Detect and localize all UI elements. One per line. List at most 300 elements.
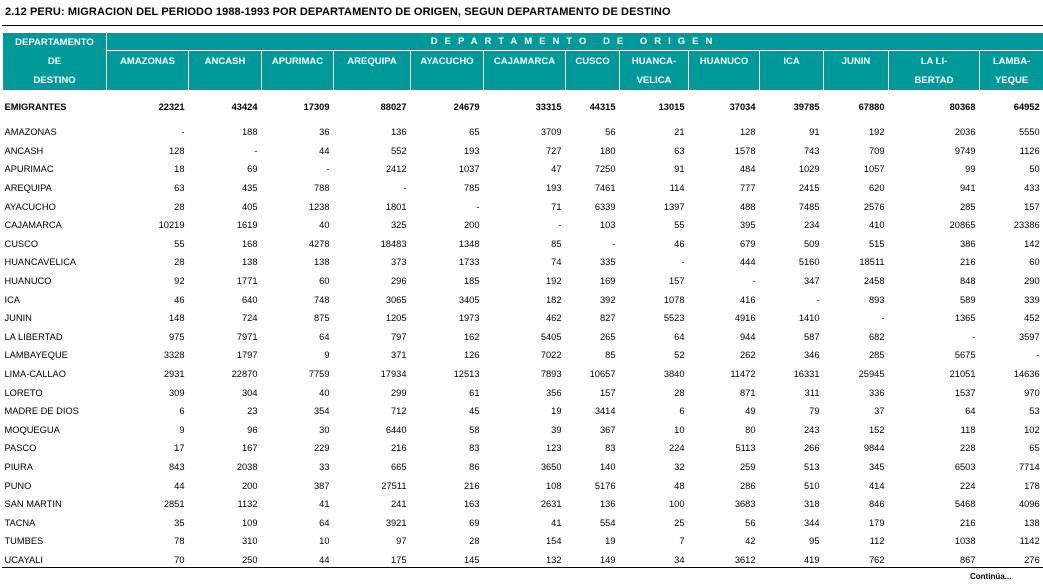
- table-cell: 234: [803, 220, 820, 231]
- table-cell: 265: [599, 331, 616, 342]
- row-label: AREQUIPA: [4, 183, 52, 194]
- column-header-line: VELICA: [636, 75, 672, 86]
- row-label: PUNO: [4, 480, 32, 491]
- row-label: MADRE DE DIOS: [4, 406, 79, 417]
- table-cell: 145: [463, 554, 480, 565]
- table-cell: 4916: [734, 313, 756, 324]
- table-cell: 25: [674, 517, 685, 528]
- table-cell: -: [816, 294, 820, 305]
- table-cell: 2415: [798, 183, 820, 194]
- table-cell: 56: [745, 517, 756, 528]
- table-cell: 188: [241, 127, 258, 138]
- table-cell: 743: [803, 145, 820, 156]
- table-cell: 1142: [1019, 536, 1040, 547]
- table-cell: 9: [179, 424, 185, 435]
- table-cell: -: [326, 164, 330, 175]
- table-cell: 17: [174, 443, 185, 454]
- table-cell: 18511: [859, 257, 885, 268]
- table-cell: 64: [674, 331, 685, 342]
- table-cell: 85: [551, 238, 562, 249]
- table-cell: 123: [545, 443, 562, 454]
- table-cell: 346: [803, 350, 820, 361]
- table-cell: 1410: [798, 313, 820, 324]
- table-cell: 229: [313, 443, 330, 454]
- table-cell: 216: [390, 443, 407, 454]
- table-row: [3, 216, 1043, 235]
- table-cell: 28: [174, 257, 185, 268]
- table-cell: 193: [463, 145, 480, 156]
- table-cell: 373: [390, 257, 407, 268]
- table-cell: 52: [674, 350, 685, 361]
- table-row: [3, 272, 1043, 291]
- table-cell: 354: [313, 406, 330, 417]
- table-cell: 168: [241, 238, 258, 249]
- table-cell: 452: [1024, 313, 1040, 324]
- table-cell: 99: [965, 164, 976, 175]
- table-cell: 325: [390, 220, 407, 231]
- table-cell: 157: [599, 387, 616, 398]
- table-cell: 228: [959, 443, 976, 454]
- table-cell: 1132: [237, 499, 258, 510]
- table-cell: 63: [174, 183, 185, 194]
- table-cell: 46: [674, 238, 685, 249]
- table-cell: 114: [669, 183, 685, 194]
- table-cell: 16331: [793, 369, 820, 380]
- column-header-line: HUANUCO: [699, 56, 749, 67]
- table-cell: 19: [605, 536, 616, 547]
- table-cell: 339: [1024, 294, 1040, 305]
- table-cell: 83: [469, 443, 480, 454]
- table-cell: 435: [241, 183, 258, 194]
- table-cell: 10: [674, 424, 685, 435]
- table-cell: 14636: [1013, 369, 1040, 380]
- table-cell: 69: [469, 517, 480, 528]
- column-header: [980, 51, 1043, 91]
- table-cell: 848: [959, 276, 976, 287]
- table-cell: 285: [868, 350, 885, 361]
- column-header: [889, 51, 980, 91]
- table-header: [3, 33, 1043, 91]
- table-cell: 216: [463, 480, 480, 491]
- table-cell: 224: [668, 443, 685, 454]
- column-header: [620, 51, 689, 91]
- table-cell: 405: [241, 201, 258, 212]
- row-label: MOQUEGUA: [4, 424, 60, 435]
- table-cell: 102: [1024, 424, 1040, 435]
- table-cell: 136: [390, 127, 407, 138]
- table-cell: 2631: [540, 499, 562, 510]
- table-row: [3, 179, 1043, 198]
- table-cell: 42: [745, 536, 756, 547]
- table-cell: 193: [545, 183, 562, 194]
- table-cell: 5160: [798, 257, 820, 268]
- table-cell: 70: [174, 554, 185, 565]
- table-cell: 5523: [663, 313, 685, 324]
- table-cell: 5113: [735, 443, 756, 454]
- table-cell: 100: [668, 499, 685, 510]
- row-label: EMIGRANTES: [4, 102, 67, 112]
- table-cell: 63: [674, 145, 685, 156]
- table-cell: 5550: [1018, 127, 1040, 138]
- table-cell: -: [972, 331, 976, 342]
- table-cell: 762: [868, 554, 885, 565]
- table-cell: 103: [599, 220, 616, 231]
- table-cell: 85: [605, 350, 616, 361]
- table-cell: 2576: [863, 201, 885, 212]
- table-row: [3, 532, 1043, 551]
- table-cell: 44315: [589, 102, 616, 112]
- table-cell: 679: [739, 238, 756, 249]
- table-cell: 944: [739, 331, 756, 342]
- table-cell: 69: [247, 164, 258, 175]
- table-cell: 286: [739, 480, 756, 491]
- table-cell: -: [476, 201, 480, 212]
- corner-line: DE: [47, 56, 62, 67]
- table-cell: 682: [868, 331, 885, 342]
- row-label: APURIMAC: [4, 164, 54, 175]
- table-cell: 178: [1024, 480, 1040, 491]
- table-cell: 25945: [858, 369, 885, 380]
- table-cell: 50: [1029, 164, 1040, 175]
- table-cell: 311: [804, 387, 820, 398]
- table-cell: 554: [599, 517, 616, 528]
- table-cell: 410: [868, 220, 885, 231]
- table-cell: 71: [551, 201, 562, 212]
- table-cell: 39: [551, 424, 562, 435]
- table-cell: 433: [1024, 183, 1040, 194]
- table-cell: 61: [469, 387, 480, 398]
- column-header-line: HUANCA-: [631, 56, 677, 67]
- table-cell: 1578: [734, 145, 756, 156]
- row-label: LORETO: [4, 387, 43, 398]
- table-cell: 19: [551, 406, 562, 417]
- table-cell: 1619: [236, 220, 258, 231]
- column-header-line: LA LI-: [920, 56, 948, 67]
- table-cell: 55: [674, 220, 685, 231]
- table-cell: 46: [174, 294, 185, 305]
- row-label: PASCO: [4, 443, 37, 454]
- row-label: SAN MARTIN: [4, 499, 62, 510]
- table-cell: 367: [599, 424, 616, 435]
- table-cell: 175: [390, 554, 407, 565]
- table-cell: 20865: [949, 220, 976, 231]
- table-cell: 299: [390, 387, 407, 398]
- table-cell: 157: [1024, 201, 1040, 212]
- table-cell: 444: [739, 257, 756, 268]
- migration-table: [2, 32, 1043, 569]
- table-cell: 262: [739, 350, 756, 361]
- row-label: HUANUCO: [4, 276, 52, 287]
- table-row: [3, 421, 1043, 440]
- table-cell: 797: [390, 331, 407, 342]
- row-label: LAMBAYEQUE: [4, 350, 68, 361]
- table-cell: 80368: [949, 102, 976, 112]
- header-departamento-destino: [3, 33, 107, 91]
- table-cell: -: [254, 145, 258, 156]
- table-row: [3, 495, 1043, 514]
- row-label: CUSCO: [4, 238, 39, 249]
- header-columns-row: [3, 51, 1043, 91]
- column-header: [334, 51, 411, 91]
- table-cell: 79: [809, 406, 820, 417]
- table-cell: 9749: [954, 145, 976, 156]
- table-cell: 96: [247, 424, 258, 435]
- table-cell: 3597: [1018, 331, 1040, 342]
- continued-note: Continúa...: [970, 572, 1012, 581]
- table-cell: 9: [324, 350, 330, 361]
- table-cell: 95: [809, 536, 820, 547]
- table-cell: 128: [739, 127, 756, 138]
- table-cell: 3709: [540, 127, 562, 138]
- column-header-line: JUNIN: [841, 56, 871, 67]
- table-cell: 11472: [730, 369, 756, 380]
- migration-table-container: [2, 32, 1043, 569]
- table-cell: 318: [803, 499, 820, 510]
- column-header: [689, 51, 760, 91]
- table-cell: 488: [739, 201, 756, 212]
- table-cell: 3612: [734, 554, 756, 565]
- row-label: LIMA-CALLAO: [4, 369, 66, 380]
- table-cell: 310: [241, 536, 258, 547]
- table-cell: 60: [1029, 257, 1040, 268]
- table-cell: 13015: [658, 102, 685, 112]
- table-cell: 5675: [954, 350, 976, 361]
- page-title: 2.12 PERU: MIGRACION DEL PERIODO 1988-1993 POR DEPARTAMENTO DE ORIGEN, SEGUN DEPARTAMENTO DE DESTINO: [5, 6, 671, 18]
- corner-line: DESTINO: [33, 75, 76, 86]
- table-cell: 9844: [863, 443, 885, 454]
- column-header-line: AMAZONAS: [120, 56, 175, 67]
- row-label: ICA: [4, 294, 20, 305]
- table-cell: 6: [679, 406, 685, 417]
- table-cell: 336: [868, 387, 885, 398]
- table-cell: 589: [959, 294, 976, 305]
- table-cell: 200: [463, 220, 480, 231]
- table-cell: 3650: [540, 461, 562, 472]
- table-cell: 28: [469, 536, 480, 547]
- table-cell: 39785: [793, 102, 820, 112]
- table-cell: 224: [959, 480, 976, 491]
- table-cell: 65: [469, 127, 480, 138]
- table-cell: 3840: [663, 369, 685, 380]
- table-cell: 92: [174, 276, 185, 287]
- column-header-line: AREQUIPA: [347, 56, 397, 67]
- table-cell: 34: [674, 554, 685, 565]
- table-cell: 18483: [380, 238, 407, 249]
- table-cell: 1238: [308, 201, 330, 212]
- table-cell: 5405: [540, 331, 562, 342]
- header-departamento-origen: DEPARTAMENTO DE ORIGEN: [107, 33, 1043, 51]
- table-cell: 169: [599, 276, 616, 287]
- table-cell: 109: [241, 517, 258, 528]
- table-cell: 386: [959, 238, 976, 249]
- column-header: [760, 51, 824, 91]
- column-header: [566, 51, 620, 91]
- table-cell: 80: [745, 424, 756, 435]
- top-rule: [2, 25, 1043, 26]
- table-cell: 74: [551, 257, 562, 268]
- table-cell: 23: [247, 406, 258, 417]
- table-cell: 157: [668, 276, 685, 287]
- table-cell: 276: [1024, 554, 1040, 565]
- table-cell: 28: [674, 387, 685, 398]
- table-cell: 3065: [385, 294, 407, 305]
- table-cell: 1037: [458, 164, 480, 175]
- corner-line: DEPARTAMENTO: [15, 37, 94, 48]
- table-cell: 785: [463, 183, 480, 194]
- table-cell: 7485: [798, 201, 820, 212]
- table-cell: 875: [313, 313, 330, 324]
- column-header: [189, 51, 262, 91]
- table-cell: 140: [599, 461, 616, 472]
- table-row: [3, 197, 1043, 216]
- table-cell: 44: [174, 480, 185, 491]
- table-cell: 7971: [236, 331, 258, 342]
- table-cell: 58: [469, 424, 480, 435]
- table-cell: 2412: [385, 164, 407, 175]
- table-cell: 108: [545, 480, 562, 491]
- table-cell: 86: [469, 461, 480, 472]
- table-cell: 163: [463, 499, 480, 510]
- table-cell: 724: [241, 313, 258, 324]
- table-cell: 17934: [380, 369, 407, 380]
- table-cell: 414: [868, 480, 885, 491]
- table-cell: 67880: [858, 102, 885, 112]
- table-cell: 975: [168, 331, 185, 342]
- table-body: [3, 91, 1043, 570]
- row-label: TUMBES: [4, 536, 44, 547]
- table-cell: 356: [545, 387, 562, 398]
- table-cell: 56: [605, 127, 616, 138]
- table-cell: 7: [679, 536, 685, 547]
- table-row: [3, 142, 1043, 161]
- column-header: [484, 51, 566, 91]
- row-label: UCAYALI: [4, 554, 43, 565]
- table-cell: 587: [803, 331, 820, 342]
- table-cell: 23386: [1013, 220, 1040, 231]
- table-cell: 10657: [589, 369, 616, 380]
- table-cell: 1733: [458, 257, 480, 268]
- table-cell: 192: [868, 127, 885, 138]
- table-cell: 5468: [954, 499, 976, 510]
- table-cell: 6339: [594, 201, 616, 212]
- table-cell: 48: [674, 480, 685, 491]
- table-cell: 28: [174, 201, 185, 212]
- table-cell: 893: [868, 294, 885, 305]
- table-cell: 64: [965, 406, 976, 417]
- table-cell: 40: [319, 387, 330, 398]
- table-cell: 18: [174, 164, 185, 175]
- table-cell: 3921: [385, 517, 407, 528]
- table-cell: 2458: [863, 276, 885, 287]
- table-cell: 1365: [954, 313, 976, 324]
- table-cell: 309: [168, 387, 185, 398]
- table-cell: 64: [319, 331, 330, 342]
- row-label: TACNA: [4, 517, 36, 528]
- table-cell: 192: [545, 276, 562, 287]
- table-cell: 216: [959, 517, 976, 528]
- table-cell: 344: [803, 517, 820, 528]
- table-cell: 846: [868, 499, 885, 510]
- table-cell: 179: [868, 517, 885, 528]
- table-cell: 1205: [385, 313, 407, 324]
- table-cell: 1038: [954, 536, 976, 547]
- table-cell: 1797: [236, 350, 258, 361]
- table-row: [3, 402, 1043, 421]
- table-cell: 345: [868, 461, 885, 472]
- table-cell: 41: [319, 499, 330, 510]
- table-cell: 970: [1024, 387, 1040, 398]
- table-row: [3, 513, 1043, 532]
- table-cell: 6: [179, 406, 185, 417]
- table-cell: 712: [390, 406, 407, 417]
- table-cell: 484: [739, 164, 756, 175]
- table-cell: 296: [390, 276, 407, 287]
- table-cell: 64: [319, 517, 330, 528]
- table-cell: 36: [319, 127, 330, 138]
- table-cell: 138: [313, 257, 330, 268]
- table-cell: 259: [739, 461, 756, 472]
- table-cell: 640: [241, 294, 258, 305]
- table-cell: 335: [599, 257, 616, 268]
- table-cell: 395: [739, 220, 756, 231]
- table-cell: 41: [551, 517, 562, 528]
- table-row: [3, 439, 1043, 458]
- table-cell: 1348: [458, 238, 480, 249]
- table-cell: 22870: [231, 369, 258, 380]
- table-cell: 243: [803, 424, 820, 435]
- table-cell: 250: [241, 554, 258, 565]
- table-cell: 748: [313, 294, 330, 305]
- table-cell: 55: [174, 238, 185, 249]
- table-cell: 7250: [594, 164, 616, 175]
- table-row: [3, 123, 1043, 142]
- table-cell: -: [1036, 350, 1040, 361]
- table-cell: 83: [605, 443, 616, 454]
- table-cell: 40: [319, 220, 330, 231]
- table-cell: 126: [463, 350, 480, 361]
- table-cell: 2931: [163, 369, 185, 380]
- table-cell: 44: [319, 554, 330, 565]
- table-cell: 4096: [1018, 499, 1040, 510]
- table-cell: 78: [174, 536, 185, 547]
- table-cell: 416: [739, 294, 756, 305]
- row-label: AMAZONAS: [4, 127, 57, 138]
- table-cell: 6503: [954, 461, 976, 472]
- table-cell: 112: [869, 536, 885, 547]
- table-cell: 347: [803, 276, 820, 287]
- table-cell: -: [612, 238, 616, 249]
- table-cell: 10: [319, 536, 330, 547]
- table-cell: 2038: [236, 461, 258, 472]
- row-label: LA LIBERTAD: [4, 331, 63, 342]
- table-cell: 1801: [385, 201, 407, 212]
- table-cell: 128: [168, 145, 185, 156]
- table-cell: 3683: [734, 499, 756, 510]
- column-header-line: AYACUCHO: [420, 56, 474, 67]
- table-cell: 665: [390, 461, 407, 472]
- column-header-line: CUSCO: [575, 56, 610, 67]
- table-row: [3, 365, 1043, 384]
- table-cell: 33315: [535, 102, 562, 112]
- table-cell: 91: [674, 164, 685, 175]
- table-cell: 1397: [663, 201, 685, 212]
- column-header: [824, 51, 889, 91]
- column-header-line: BERTAD: [914, 75, 954, 86]
- row-label: HUANCAVELICA: [4, 257, 77, 268]
- table-cell: 44: [319, 145, 330, 156]
- table-cell: 513: [803, 461, 820, 472]
- table-cell: 509: [803, 238, 820, 249]
